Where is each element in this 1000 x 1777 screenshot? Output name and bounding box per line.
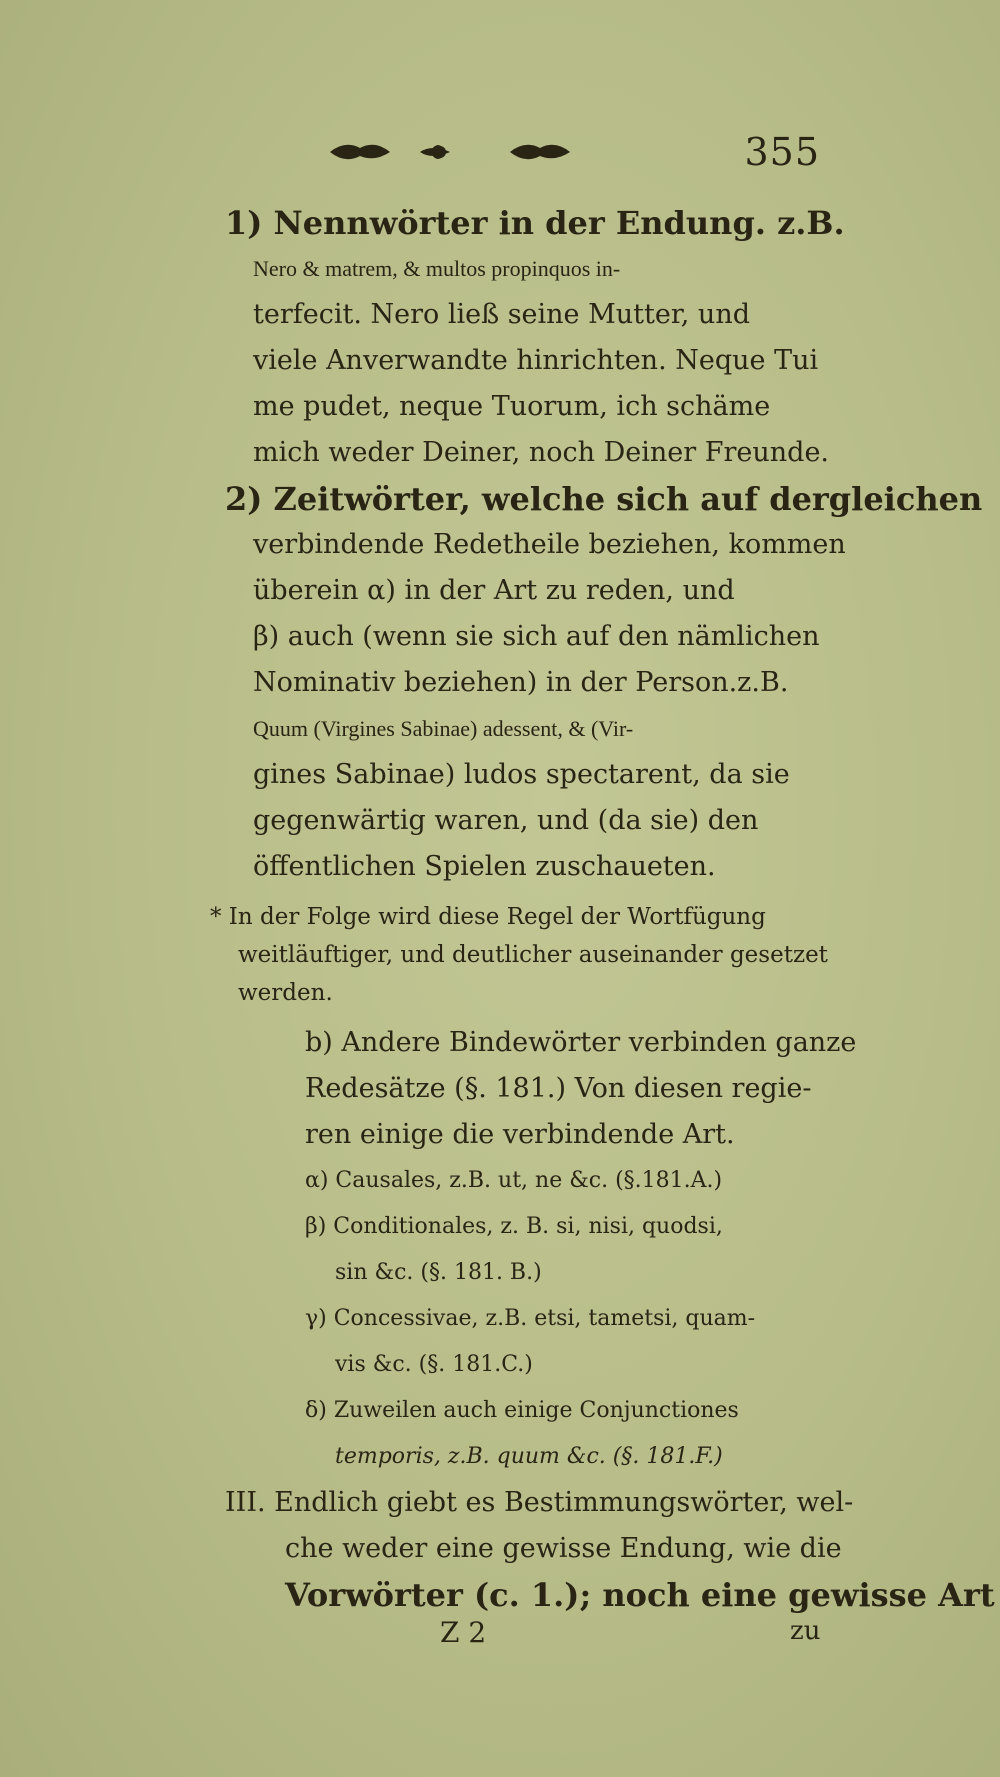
list-item: temporis, z.B. quum &c. (§. 181.F.)	[335, 1444, 723, 1469]
text-line: β) auch (wenn sie sich auf den nämlichen	[253, 621, 820, 652]
list-item: vis &c. (§. 181.C.)	[335, 1352, 533, 1377]
text-line: Quum (Virgines Sabinae) adessent, & (Vir-	[253, 716, 634, 741]
text-line: gines Sabinae) ludos spectarent, da sie	[253, 759, 790, 790]
note-line: werden.	[238, 980, 333, 1006]
section-b-line: b) Andere Bindewörter verbinden ganze	[305, 1027, 857, 1058]
text-line: 2) Zeitwörter, welche sich auf dergleichen	[225, 480, 983, 518]
text-line: viele Anverwandte hinrichten. Neque Tui	[253, 345, 819, 376]
signature-mark: Z 2	[440, 1616, 487, 1649]
page-header	[320, 128, 880, 178]
note-line: weitläuftiger, und deutlicher auseinander gesetzet	[238, 942, 828, 968]
text-line: mich weder Deiner, noch Deiner Freunde.	[253, 437, 830, 468]
text-line: terfecit. Nero ließ seine Mutter, und	[253, 299, 750, 330]
text-line: Nominativ beziehen) in der Person.z.B.	[253, 667, 789, 698]
list-item: γ) Concessivae, z.B. etsi, tametsi, quam-	[305, 1306, 756, 1331]
text-line: Nero & matrem, & multos propinquos in-	[253, 256, 621, 281]
text-line: me pudet, neque Tuorum, ich schäme	[253, 391, 771, 422]
catchword: zu	[790, 1616, 821, 1646]
section-b-line: Redesätze (§. 181.) Von diesen regie-	[305, 1073, 812, 1104]
note-line: * In der Folge wird diese Regel der Wortfügung	[210, 904, 766, 930]
text-line: 1) Nennwörter in der Endung. z.B.	[225, 204, 845, 242]
text-line: überein α) in der Art zu reden, und	[253, 575, 735, 606]
text-line: gegenwärtig waren, und (da sie) den	[253, 805, 759, 836]
printer-ornament-icon	[320, 134, 580, 170]
section-iii-line: che weder eine gewisse Endung, wie die	[285, 1533, 842, 1564]
list-item: α) Causales, z.B. ut, ne &c. (§.181.A.)	[305, 1168, 723, 1193]
text-line: verbindende Redetheile beziehen, kommen	[253, 529, 846, 560]
text-line: öffentlichen Spielen zuschaueten.	[253, 851, 716, 882]
list-item: sin &c. (§. 181. B.)	[335, 1260, 542, 1285]
list-item: β) Conditionales, z. B. si, nisi, quodsi,	[305, 1214, 723, 1239]
section-iii-line: Vorwörter (c. 1.); noch eine gewisse Art	[285, 1576, 995, 1614]
footnote	[210, 898, 865, 1012]
section-iii-line: III. Endlich giebt es Bestimmungswörter, wel-	[225, 1487, 854, 1518]
page-number: 355	[744, 130, 820, 174]
main-text	[210, 200, 995, 1618]
section-b-line: ren einige die verbindende Art.	[305, 1119, 735, 1150]
list-item: δ) Zuweilen auch einige Conjunctiones	[305, 1398, 739, 1423]
